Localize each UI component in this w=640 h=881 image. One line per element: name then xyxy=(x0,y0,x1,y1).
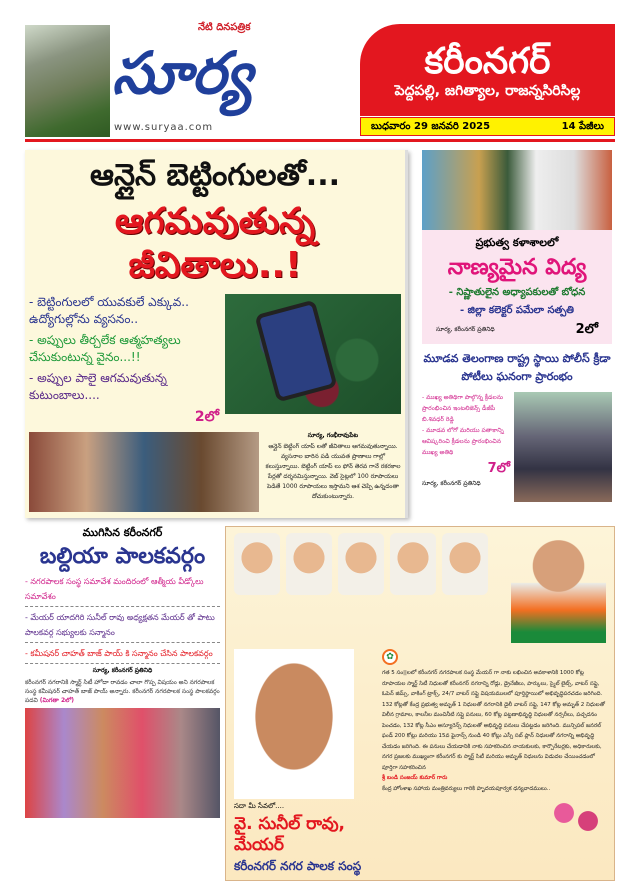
logo-url: www.suryaa.com xyxy=(114,122,214,133)
masthead-divider xyxy=(25,139,615,142)
edition-title: కరీంనగర్ xyxy=(424,40,551,82)
mayor-role: కరీంనగర్ నగర పాలక సంస్థ xyxy=(234,859,362,873)
police-byline: సూర్య, కరీంనగర్ ప్రతినిధి xyxy=(422,480,481,487)
council-bullet: - నగరపాలక సంస్థ సమావేశ మందిరంలో ఆత్మీయ వీడ్కోలు సమావేశం xyxy=(25,574,220,607)
leader-portrait xyxy=(234,533,280,595)
police-sports-headline[interactable]: మూడవ తెలంగాణ రాష్ట్ర స్థాయి పోలీస్ క్రీడా పోటీలు ఘనంగా ప్రారంభం xyxy=(423,352,611,383)
council-kicker: ముగిసిన కరీంనగర్ xyxy=(82,526,163,539)
police-bullet: - ముఖ్య అతిథిగా పాల్గొన్న క్రీడలను ప్రారంభించిన ఇంటలిజెన్స్ డీజీపీ బి.శివధర్ రెడ్డి xyxy=(422,394,504,423)
ad-body xyxy=(382,668,606,794)
lead-body: ఆన్లైన్ బెట్టింగ్ యాప్ లతో జీవితాలు ఆగమవుతున్నాయి. వ్యసనాల బారిన పడి యువత ప్రాణాలు గాల్లో కలుస్తున్నాయి. బెట్టింగ్ యాప్ లు ఫోన్ తెరవ గానే రకరకాల పేర్లతో దర్శనమిస్తున్నాయి. వెబ్ సైట్లలో 100 రూపాయలు పెడితే 1000 రూపాయలు ఇస్తామని ఆశ చెప్పి ఉన్నదంతా దోచుకుంటున్నారు. xyxy=(265,443,401,500)
torch-lighting-photo xyxy=(514,392,612,502)
lead-headline: ఆగమవుతున్న జీవితాలు..! xyxy=(114,201,316,286)
date-bar xyxy=(360,117,615,136)
ad-paragraph: గత 5 సం||లలో కరీంనగర్ నగరపాలక సంస్థ మేయర్ గా నాకు లభించిన అవకాశానికి 1000 కోట్ల రూపాయల స్మార్ట్ సిటీ నిధులతో కరీంనగర్ నగరాన్ని రోడ్లు, డ్రైనేజీలు, పార్కులు, స్మైల్ లైట్స్, వాటర్ సప్లై, ఓపెన్ జిమ్స్, వాకింగ్ ట్రాక్స్, 24/7 వాటర్ సప్లై విషయములలో పూర్తిస్థాయిలో అభివృద్ధిపరచడం జరిగింది. xyxy=(382,670,603,697)
logo-wordmark: సూర్య xyxy=(112,39,253,107)
ad-highlight: శ్రీ బండి సంజయ్ కుమార్ గారు xyxy=(382,775,448,781)
police-bullet: - మూడవ లోగో మరియు పతాకాన్ని ఆవిష్కరించి క్రీడలను ప్రారంభించిన ముఖ్య అతిథి xyxy=(422,427,504,456)
edition-districts: పెద్దపల్లి, జగిత్యాల, రాజన్నసిరిసిల్ల xyxy=(394,82,581,99)
phone-betting-image xyxy=(254,300,337,403)
continued-link[interactable]: (మిగతా 2లో) xyxy=(39,697,75,704)
council-group-photo xyxy=(25,708,220,818)
ad-paragraph: 132 కోట్లతో కేంద్ర ప్రభుత్వ అమృత్ 1 నిధులతో నగరానికి డైలీ వాటర్ సప్లై, 147 కోట్ల అమృత్ 2 నిధులతో విలీన గ్రామాల, కాలనీల మంచినీటి సప్లై పనులు, 60 కోట్ల పట్టణాభివృద్ధి నిధులతో నర్సరీలు, పచ్చదనం పెంచడం, 132 కోట్ల సీఎం అస్యూరెన్స్ నిధులతో అభివృద్ధి పనులు చేపట్టడం జరిగింది. మున్సిపల్ జనరల్ ఫండ్ 200 కోట్లు మరియు 15వ ఫైనాన్స్ నుండి 40 కోట్లు ఎస్సీ సబ్ ప్లాన్ నిధులతో నగరాన్ని అభివృద్ధి చేయడం జరిగింది. ఈ పనులు చేయడానికి నాకు సహకరించిన నాయకులకు, కార్పొరేటర్లకు, అధికారులకు, నగర ప్రజలకు ముఖ్యంగా కరీంనగర్ కు స్మార్ట్ సిటీ మరియు అమృత్ నిధులను విడుదల చేయించడంలో పూర్తిగా సహకరించిన xyxy=(382,701,605,771)
leader-portrait xyxy=(286,533,332,595)
leader-portrait xyxy=(442,533,488,595)
page-reference: 2లో xyxy=(575,322,598,337)
council-story[interactable] xyxy=(25,526,220,818)
education-story[interactable] xyxy=(422,230,612,344)
ad-closing: కేంద్ర హోంశాఖ సహాయ మంత్రివర్యులు గారికి హృదయపూర్వక ధన్యవాదములు.. xyxy=(382,785,551,792)
lead-bullet: - బెట్టింగులలో యువకులే ఎక్కువ.. ఉద్యోగుల్లోను వ్యసనం.. xyxy=(29,295,189,326)
logo-tagline: నేటి దినపత్రిక xyxy=(198,22,251,33)
lead-bullet: - అప్పుల పాలై ఆగమవుతున్న కుటుంబాలు.... xyxy=(29,371,167,402)
education-byline: సూర్య, కరీంనగర్ ప్రతినిధి xyxy=(436,326,495,333)
betting-chips-photo xyxy=(225,294,401,414)
lead-bullet: - అప్పులు తీర్చలేక ఆత్మహత్యలు చేసుకుంటున్న వైనం...!! xyxy=(29,333,181,364)
lead-story[interactable] xyxy=(25,150,408,518)
issue-date: బుధవారం 29 జనవరి 2025 xyxy=(371,120,491,132)
education-sub: - జిల్లా కలెక్టర్ పమేలా సత్పతి xyxy=(460,305,574,316)
council-headline: బల్దియా పాలకవర్గం xyxy=(39,544,206,569)
council-body-text: కరీంనగర్ నగరానికి స్మార్ట్ సిటీ హోదా రావడం చాలా గొప్ప విషయం అని నగరపాలక సంస్థ కమీషనర్ చాహత్ బాజ్ పాయ్ అన్నారు. కరీంనగర్ నగరపాలక సంస్థ పాలకవర్గం పదవి xyxy=(25,679,220,704)
leader-portrait xyxy=(338,533,384,595)
masthead xyxy=(0,0,640,144)
bandi-sanjay-portrait xyxy=(511,533,606,643)
council-bullet: - మేయర్ యాదగిరి సునీల్ రావు అధ్యక్షతన మేయర్ తో పాటు పాలకవర్గ సభ్యులకు సన్మానం xyxy=(25,610,220,643)
education-kicker: ప్రభుత్వ కళాశాలలో xyxy=(475,236,559,249)
newspaper-logo xyxy=(112,22,358,138)
college-event-photo xyxy=(422,150,612,230)
mayor-portrait xyxy=(234,649,354,799)
education-sub: - నిష్ణాతులైన అధ్యాపకులతో బోధన xyxy=(448,287,586,298)
distressed-gamblers-photo xyxy=(29,432,259,512)
leader-portrait xyxy=(390,533,436,595)
masthead-dam-photo xyxy=(25,25,110,137)
page-count: 14 పేజీలు xyxy=(561,120,604,132)
lead-byline: సూర్య, గంభీరావుపేట xyxy=(307,432,359,439)
edition-banner xyxy=(360,24,615,116)
lotus-icon: ✿ xyxy=(382,649,398,665)
education-headline: నాణ్యమైన విద్య xyxy=(447,255,587,280)
lead-kicker: ఆన్లైన్ బెట్టింగులతో... xyxy=(90,158,340,193)
mayor-thanks-advertisement[interactable] xyxy=(225,526,615,881)
page-reference: 7లో xyxy=(487,461,510,476)
ad-seva: సదా మీ సేవలో.... xyxy=(234,802,285,810)
council-byline: సూర్య, కరీంనగర్ ప్రతినిధి xyxy=(92,667,153,674)
mayor-name: వై. సునీల్ రావు, మేయర్ xyxy=(234,814,346,855)
police-bullets xyxy=(422,392,510,458)
flowers-decoration xyxy=(546,797,606,837)
council-bullet: - కమీషనర్ చాహత్ బాజ్ పాయ్ కి సన్మానం చేసిన పాలకవర్గం xyxy=(25,646,220,664)
page-reference: 2లో xyxy=(194,409,219,425)
council-body xyxy=(25,678,220,705)
